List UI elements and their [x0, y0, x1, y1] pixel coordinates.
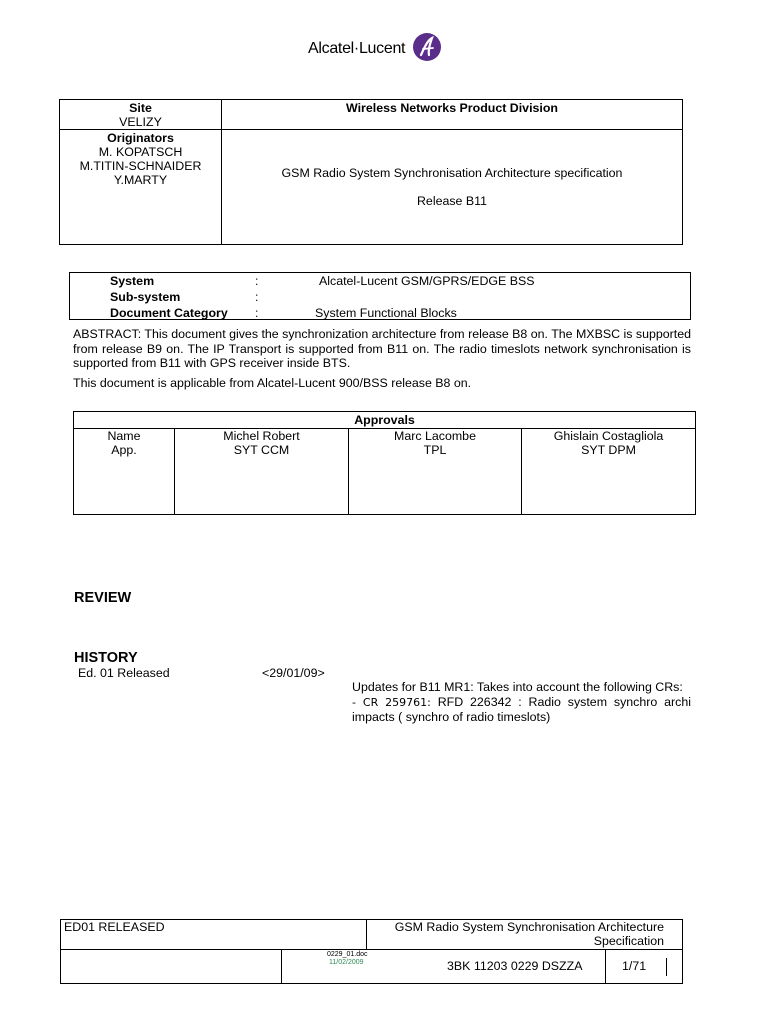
originators-cell [60, 130, 222, 245]
review-heading: REVIEW [74, 590, 132, 606]
approver-cell [349, 429, 522, 515]
logo-text: Alcatel·Lucent [308, 40, 406, 57]
document-header-table [59, 99, 683, 245]
applicability-text: This document is applicable from Alcatel-Lucent 900/BSS release B8 on. [73, 376, 472, 390]
page-footer-table [60, 919, 683, 984]
approver-name: Ghislain Costagliola [553, 429, 664, 443]
history-date: <29/01/09> [262, 666, 325, 680]
system-colon: : [255, 274, 259, 288]
originator: Y.MARTY [113, 173, 168, 187]
footer-page-number: 1/71 [622, 959, 647, 973]
history-edition: Ed. 01 Released [78, 666, 170, 680]
history-heading: HISTORY [74, 650, 138, 666]
approver-app: SYT DPM [581, 443, 636, 457]
approver-name: Michel Robert [223, 429, 300, 443]
history-cr-id: - CR 259761: [352, 695, 431, 709]
title-cell [222, 130, 683, 245]
approver-name: Marc Lacombe [394, 429, 476, 443]
approvals-table [73, 411, 696, 515]
originator: M. KOPATSCH [98, 145, 183, 159]
history-description-line1: Updates for B11 MR1: Takes into account the following CRs: [352, 680, 683, 694]
history-description-line2: RFD 226342 : Radio system synchro archi impacts ( synchro of radio timeslots) [352, 694, 691, 724]
approver-cell [522, 429, 696, 515]
document-category-value: System Functional Blocks [315, 306, 457, 320]
footer-divider [666, 958, 667, 976]
app-row-label: App. [111, 443, 137, 457]
footer-title: GSM Radio System Synchronisation Architecture Specification [366, 920, 682, 950]
approver-app: TPL [423, 443, 447, 457]
site-cell [60, 100, 222, 130]
approver-cell [175, 429, 349, 515]
subsystem-label: Sub-system [110, 290, 181, 304]
originator: M.TITIN-SCHNAIDER [79, 159, 202, 173]
footer-reference: 3BK 11203 0229 DSZZA [447, 959, 583, 973]
footer-status: ED01 RELEASED [61, 920, 367, 950]
footer-blank-cell [61, 950, 282, 984]
name-row-label: Name [107, 429, 141, 443]
system-label: System [110, 274, 155, 288]
division-cell [222, 100, 683, 130]
alcatel-lucent-swirl-icon [412, 32, 442, 62]
document-category-label: Document Category [110, 306, 228, 320]
footer-date: 11/02/2009 [329, 959, 364, 966]
subsystem-colon: : [255, 290, 259, 304]
document-category-colon: : [255, 306, 259, 320]
approvals-label-cell [74, 429, 175, 515]
system-info-box [69, 272, 691, 320]
company-logo [308, 32, 448, 68]
document-title: GSM Radio System Synchronisation Architecture specification [281, 166, 623, 180]
system-value: Alcatel-Lucent GSM/GPRS/EDGE BSS [319, 274, 535, 288]
approvals-title: Approvals [74, 412, 696, 429]
approver-app: SYT CCM [233, 443, 290, 457]
footer-meta-cell [282, 950, 606, 984]
division-name: Wireless Networks Product Division [346, 101, 558, 115]
footer-file-name: 0229_01.doc [327, 951, 368, 958]
site-label: Site [129, 101, 152, 115]
site-value: VELIZY [119, 115, 162, 129]
history-description [352, 680, 691, 725]
footer-page-cell [606, 950, 683, 984]
release-label: Release B11 [416, 194, 488, 208]
abstract-text: ABSTRACT: This document gives the synchronization architecture from release B8 on. The MXBSC is supported from release B9 on. The IP Transport is supported from B11 on. The radio timeslots network synchronisation is supported from B11 with GPS receiver inside BTS. [73, 327, 691, 370]
originators-label: Originators [107, 131, 174, 145]
